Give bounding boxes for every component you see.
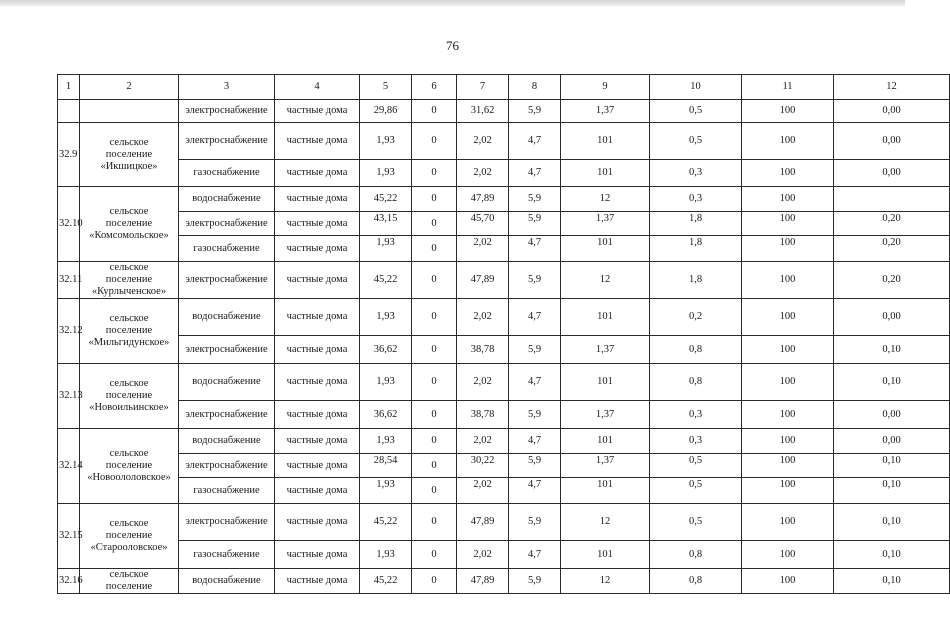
cell-c11: 100 bbox=[742, 100, 834, 123]
table-row bbox=[58, 478, 950, 504]
cell-c8: 5,9 bbox=[509, 569, 561, 594]
cell-c10: 0,8 bbox=[650, 336, 742, 364]
table-row bbox=[58, 336, 950, 364]
cell-c3: газоснабжение bbox=[179, 160, 275, 187]
settlement-name-line: поселение bbox=[105, 530, 153, 541]
cell-c11: 100 bbox=[742, 299, 834, 336]
cell-c11: 100 bbox=[742, 262, 834, 299]
cell-c5: 45,22 bbox=[360, 262, 412, 299]
table-row bbox=[58, 100, 950, 123]
table-row bbox=[58, 160, 950, 187]
cell-c8: 4,7 bbox=[509, 541, 561, 569]
cell-c10: 1,8 bbox=[650, 212, 742, 236]
cell-c5: 29,86 bbox=[360, 100, 412, 123]
settlement-name-line: «Курлыченское» bbox=[91, 286, 167, 297]
table-row bbox=[58, 401, 950, 429]
settlement-name-cell bbox=[80, 187, 179, 262]
cell-c8: 5,9 bbox=[509, 336, 561, 364]
cell-c3: газоснабжение bbox=[179, 541, 275, 569]
settlement-name-line: сельское bbox=[109, 262, 149, 273]
cell-c4: частные дома bbox=[275, 364, 360, 401]
cell-c5: 1,93 bbox=[360, 541, 412, 569]
header-cell: 8 bbox=[509, 75, 561, 100]
cell-c4: частные дома bbox=[275, 504, 360, 541]
cell-c11: 100 bbox=[742, 541, 834, 569]
table-row bbox=[58, 236, 950, 262]
cell-c9: 101 bbox=[561, 478, 650, 504]
cell-c7: 2,02 bbox=[457, 364, 509, 401]
cell-c3: электроснабжение bbox=[179, 504, 275, 541]
cell-c3: электроснабжение bbox=[179, 100, 275, 123]
cell-c4: частные дома bbox=[275, 187, 360, 212]
cell-c12: 0,20 bbox=[834, 236, 950, 262]
cell-c3: электроснабжение bbox=[179, 336, 275, 364]
cell-c4: частные дома bbox=[275, 541, 360, 569]
cell-c4: частные дома bbox=[275, 299, 360, 336]
cell-c10: 0,5 bbox=[650, 100, 742, 123]
row-number-cell: 32.12 bbox=[58, 299, 80, 364]
settlement-name-cell bbox=[80, 262, 179, 299]
cell-c5: 1,93 bbox=[360, 236, 412, 262]
row-number-cell bbox=[58, 100, 80, 123]
cell-c7: 2,02 bbox=[457, 160, 509, 187]
cell-c7: 2,02 bbox=[457, 478, 509, 504]
cell-c11: 100 bbox=[742, 364, 834, 401]
header-cell: 3 bbox=[179, 75, 275, 100]
cell-c12: 0,20 bbox=[834, 212, 950, 236]
header-cell: 12 bbox=[834, 75, 950, 100]
cell-c6: 0 bbox=[412, 541, 457, 569]
cell-c5: 45,22 bbox=[360, 569, 412, 594]
header-cell: 1 bbox=[58, 75, 80, 100]
row-number-cell: 32.9 bbox=[58, 123, 80, 187]
cell-c3: водоснабжение bbox=[179, 299, 275, 336]
cell-c5: 43,15 bbox=[360, 212, 412, 236]
settlement-name-line: «Новоололовское» bbox=[87, 472, 171, 483]
cell-c12: 0,10 bbox=[834, 541, 950, 569]
cell-c11: 100 bbox=[742, 454, 834, 478]
cell-c7: 45,70 bbox=[457, 212, 509, 236]
cell-c9: 101 bbox=[561, 236, 650, 262]
settlement-name-line: «Новоильинское» bbox=[89, 402, 169, 413]
cell-c7: 38,78 bbox=[457, 336, 509, 364]
cell-c5: 1,93 bbox=[360, 364, 412, 401]
cell-c4: частные дома bbox=[275, 212, 360, 236]
cell-c4: частные дома bbox=[275, 160, 360, 187]
cell-c9: 101 bbox=[561, 541, 650, 569]
cell-c9: 101 bbox=[561, 299, 650, 336]
cell-c11: 100 bbox=[742, 429, 834, 454]
cell-c6: 0 bbox=[412, 364, 457, 401]
cell-c5: 36,62 bbox=[360, 401, 412, 429]
cell-c6: 0 bbox=[412, 504, 457, 541]
cell-c9: 1,37 bbox=[561, 212, 650, 236]
cell-c10: 0,3 bbox=[650, 160, 742, 187]
cell-c3: водоснабжение bbox=[179, 364, 275, 401]
settlement-name-line: «Старооловское» bbox=[90, 542, 168, 553]
cell-c10: 1,8 bbox=[650, 262, 742, 299]
table-row bbox=[58, 541, 950, 569]
cell-c5: 1,93 bbox=[360, 299, 412, 336]
cell-c12: 0,00 bbox=[834, 429, 950, 454]
cell-c6: 0 bbox=[412, 401, 457, 429]
cell-c9: 101 bbox=[561, 429, 650, 454]
cell-c4: частные дома bbox=[275, 569, 360, 594]
cell-c7: 47,89 bbox=[457, 569, 509, 594]
cell-c8: 5,9 bbox=[509, 100, 561, 123]
cell-c8: 4,7 bbox=[509, 236, 561, 262]
cell-c3: водоснабжение bbox=[179, 187, 275, 212]
table-row bbox=[58, 187, 950, 212]
cell-c5: 45,22 bbox=[360, 187, 412, 212]
table-row bbox=[58, 569, 950, 594]
header-cell: 4 bbox=[275, 75, 360, 100]
row-number-cell: 32.10 bbox=[58, 187, 80, 262]
cell-c5: 36,62 bbox=[360, 336, 412, 364]
header-cell: 10 bbox=[650, 75, 742, 100]
cell-c8: 5,9 bbox=[509, 401, 561, 429]
settlement-name-line: поселение bbox=[105, 218, 153, 229]
cell-c12: 0,00 bbox=[834, 401, 950, 429]
table-row bbox=[58, 364, 950, 401]
cell-c7: 31,62 bbox=[457, 100, 509, 123]
cell-c3: электроснабжение bbox=[179, 454, 275, 478]
settlement-name-line: сельское bbox=[109, 518, 149, 529]
settlement-name-line: «Икшицкое» bbox=[100, 160, 158, 172]
cell-c3: электроснабжение bbox=[179, 262, 275, 299]
cell-c11: 100 bbox=[742, 187, 834, 212]
cell-c12: 0,10 bbox=[834, 569, 950, 594]
cell-c7: 47,89 bbox=[457, 262, 509, 299]
cell-c10: 0,5 bbox=[650, 504, 742, 541]
cell-c5: 1,93 bbox=[360, 478, 412, 504]
settlement-name-line: «Мильгидунское» bbox=[88, 337, 170, 348]
cell-c10: 0,5 bbox=[650, 454, 742, 478]
cell-c10: 0,3 bbox=[650, 401, 742, 429]
cell-c6: 0 bbox=[412, 454, 457, 478]
cell-c8: 4,7 bbox=[509, 478, 561, 504]
cell-c12: 0,10 bbox=[834, 364, 950, 401]
cell-c11: 100 bbox=[742, 123, 834, 160]
cell-c9: 12 bbox=[561, 504, 650, 541]
cell-c11: 100 bbox=[742, 569, 834, 594]
cell-c10: 0,5 bbox=[650, 478, 742, 504]
settlement-name-line: сельское bbox=[109, 448, 149, 459]
cell-c9: 1,37 bbox=[561, 100, 650, 123]
cell-c9: 12 bbox=[561, 262, 650, 299]
cell-c8: 5,9 bbox=[509, 262, 561, 299]
cell-c8: 5,9 bbox=[509, 187, 561, 212]
cell-c7: 2,02 bbox=[457, 299, 509, 336]
row-number-cell: 32.15 bbox=[58, 504, 80, 569]
cell-c9: 1,37 bbox=[561, 401, 650, 429]
cell-c7: 47,89 bbox=[457, 187, 509, 212]
cell-c3: газоснабжение bbox=[179, 478, 275, 504]
header-cell: 5 bbox=[360, 75, 412, 100]
cell-c12: 0,20 bbox=[834, 262, 950, 299]
table-row bbox=[58, 123, 950, 160]
header-cell: 11 bbox=[742, 75, 834, 100]
settlement-name-cell bbox=[80, 100, 179, 123]
settlement-name-line: поселение bbox=[105, 581, 153, 592]
settlement-name-line: поселение bbox=[105, 325, 153, 336]
table-row bbox=[58, 429, 950, 454]
cell-c10: 0,8 bbox=[650, 569, 742, 594]
settlement-name-cell bbox=[80, 504, 179, 569]
cell-c4: частные дома bbox=[275, 100, 360, 123]
header-row bbox=[58, 75, 950, 100]
cell-c12: 0,10 bbox=[834, 504, 950, 541]
cell-c8: 4,7 bbox=[509, 429, 561, 454]
page-number: 76 bbox=[446, 38, 459, 53]
header-cell: 2 bbox=[80, 75, 179, 100]
cell-c7: 2,02 bbox=[457, 541, 509, 569]
cell-c9: 101 bbox=[561, 364, 650, 401]
cell-c12: 0,10 bbox=[834, 478, 950, 504]
cell-c10: 0,8 bbox=[650, 541, 742, 569]
settlement-name-line: сельское bbox=[109, 206, 149, 217]
cell-c10: 1,8 bbox=[650, 236, 742, 262]
header-cell: 9 bbox=[561, 75, 650, 100]
cell-c12: 0,10 bbox=[834, 336, 950, 364]
table-row bbox=[58, 262, 950, 299]
cell-c4: частные дома bbox=[275, 429, 360, 454]
cell-c10: 0,5 bbox=[650, 123, 742, 160]
row-number-cell: 32.13 bbox=[58, 364, 80, 429]
cell-c12: 0,00 bbox=[834, 160, 950, 187]
cell-c10: 0,3 bbox=[650, 429, 742, 454]
cell-c5: 1,93 bbox=[360, 160, 412, 187]
cell-c4: частные дома bbox=[275, 236, 360, 262]
cell-c8: 4,7 bbox=[509, 123, 561, 160]
cell-c6: 0 bbox=[412, 299, 457, 336]
cell-c10: 0,8 bbox=[650, 364, 742, 401]
cell-c5: 1,93 bbox=[360, 123, 412, 160]
settlement-name-line: сельское bbox=[109, 378, 149, 389]
cell-c10: 0,3 bbox=[650, 187, 742, 212]
cell-c9: 101 bbox=[561, 123, 650, 160]
cell-c3: водоснабжение bbox=[179, 569, 275, 594]
cell-c4: частные дома bbox=[275, 401, 360, 429]
table-row bbox=[58, 299, 950, 336]
row-number-cell: 32.16 bbox=[58, 569, 80, 594]
table-row bbox=[58, 504, 950, 541]
cell-c12: 0,10 bbox=[834, 454, 950, 478]
cell-c4: частные дома bbox=[275, 336, 360, 364]
row-number-cell: 32.14 bbox=[58, 429, 80, 504]
table-row bbox=[58, 454, 950, 478]
cell-c8: 4,7 bbox=[509, 364, 561, 401]
cell-c9: 1,37 bbox=[561, 454, 650, 478]
cell-c5: 45,22 bbox=[360, 504, 412, 541]
cell-c6: 0 bbox=[412, 100, 457, 123]
cell-c8: 5,9 bbox=[509, 212, 561, 236]
settlement-name-cell bbox=[80, 429, 179, 504]
cell-c11: 100 bbox=[742, 160, 834, 187]
cell-c7: 2,02 bbox=[457, 236, 509, 262]
cell-c6: 0 bbox=[412, 262, 457, 299]
cell-c11: 100 bbox=[742, 478, 834, 504]
cell-c5: 1,93 bbox=[360, 429, 412, 454]
cell-c6: 0 bbox=[412, 429, 457, 454]
cell-c9: 101 bbox=[561, 160, 650, 187]
settlement-name-cell bbox=[80, 123, 179, 187]
cell-c3: электроснабжение bbox=[179, 401, 275, 429]
settlement-name-line: поселение bbox=[105, 390, 153, 401]
cell-c12 bbox=[834, 187, 950, 212]
cell-c7: 47,89 bbox=[457, 504, 509, 541]
cell-c7: 30,22 bbox=[457, 454, 509, 478]
cell-c11: 100 bbox=[742, 236, 834, 262]
cell-c12: 0,00 bbox=[834, 100, 950, 123]
cell-c9: 12 bbox=[561, 187, 650, 212]
cell-c8: 5,9 bbox=[509, 504, 561, 541]
cell-c4: частные дома bbox=[275, 454, 360, 478]
cell-c4: частные дома bbox=[275, 478, 360, 504]
table-row bbox=[58, 212, 950, 236]
cell-c3: газоснабжение bbox=[179, 236, 275, 262]
cell-c3: водоснабжение bbox=[179, 429, 275, 454]
settlement-name-cell bbox=[80, 299, 179, 364]
cell-c11: 100 bbox=[742, 401, 834, 429]
cell-c7: 38,78 bbox=[457, 401, 509, 429]
cell-c4: частные дома bbox=[275, 123, 360, 160]
settlement-name-line: сельское bbox=[109, 136, 149, 148]
settlement-name-cell bbox=[80, 364, 179, 429]
cell-c6: 0 bbox=[412, 160, 457, 187]
cell-c7: 2,02 bbox=[457, 123, 509, 160]
cell-c12: 0,00 bbox=[834, 123, 950, 160]
cell-c6: 0 bbox=[412, 123, 457, 160]
cell-c6: 0 bbox=[412, 478, 457, 504]
cell-c6: 0 bbox=[412, 187, 457, 212]
settlement-name-line: сельское bbox=[109, 313, 149, 324]
cell-c9: 1,37 bbox=[561, 336, 650, 364]
cell-c3: электроснабжение bbox=[179, 212, 275, 236]
cell-c11: 100 bbox=[742, 212, 834, 236]
header-cell: 6 bbox=[412, 75, 457, 100]
cell-c4: частные дома bbox=[275, 262, 360, 299]
cell-c11: 100 bbox=[742, 336, 834, 364]
cell-c8: 5,9 bbox=[509, 454, 561, 478]
cell-c9: 12 bbox=[561, 569, 650, 594]
cell-c12: 0,00 bbox=[834, 299, 950, 336]
cell-c6: 0 bbox=[412, 236, 457, 262]
cell-c5: 28,54 bbox=[360, 454, 412, 478]
settlement-name-line: поселение bbox=[105, 148, 153, 160]
cell-c6: 0 bbox=[412, 569, 457, 594]
cell-c11: 100 bbox=[742, 504, 834, 541]
data-table bbox=[57, 74, 950, 594]
row-number-cell: 32.11 bbox=[58, 262, 80, 299]
cell-c6: 0 bbox=[412, 336, 457, 364]
settlement-name-line: «Комсомольское» bbox=[89, 230, 169, 241]
cell-c3: электроснабжение bbox=[179, 123, 275, 160]
settlement-name-line: поселение bbox=[105, 274, 153, 285]
scan-top-edge bbox=[0, 0, 905, 6]
header-cell: 7 bbox=[457, 75, 509, 100]
settlement-name-line: сельское bbox=[109, 569, 149, 580]
cell-c7: 2,02 bbox=[457, 429, 509, 454]
settlement-name-cell bbox=[80, 569, 179, 594]
cell-c8: 4,7 bbox=[509, 160, 561, 187]
cell-c10: 0,2 bbox=[650, 299, 742, 336]
cell-c6: 0 bbox=[412, 212, 457, 236]
cell-c8: 4,7 bbox=[509, 299, 561, 336]
settlement-name-line: поселение bbox=[105, 460, 153, 471]
